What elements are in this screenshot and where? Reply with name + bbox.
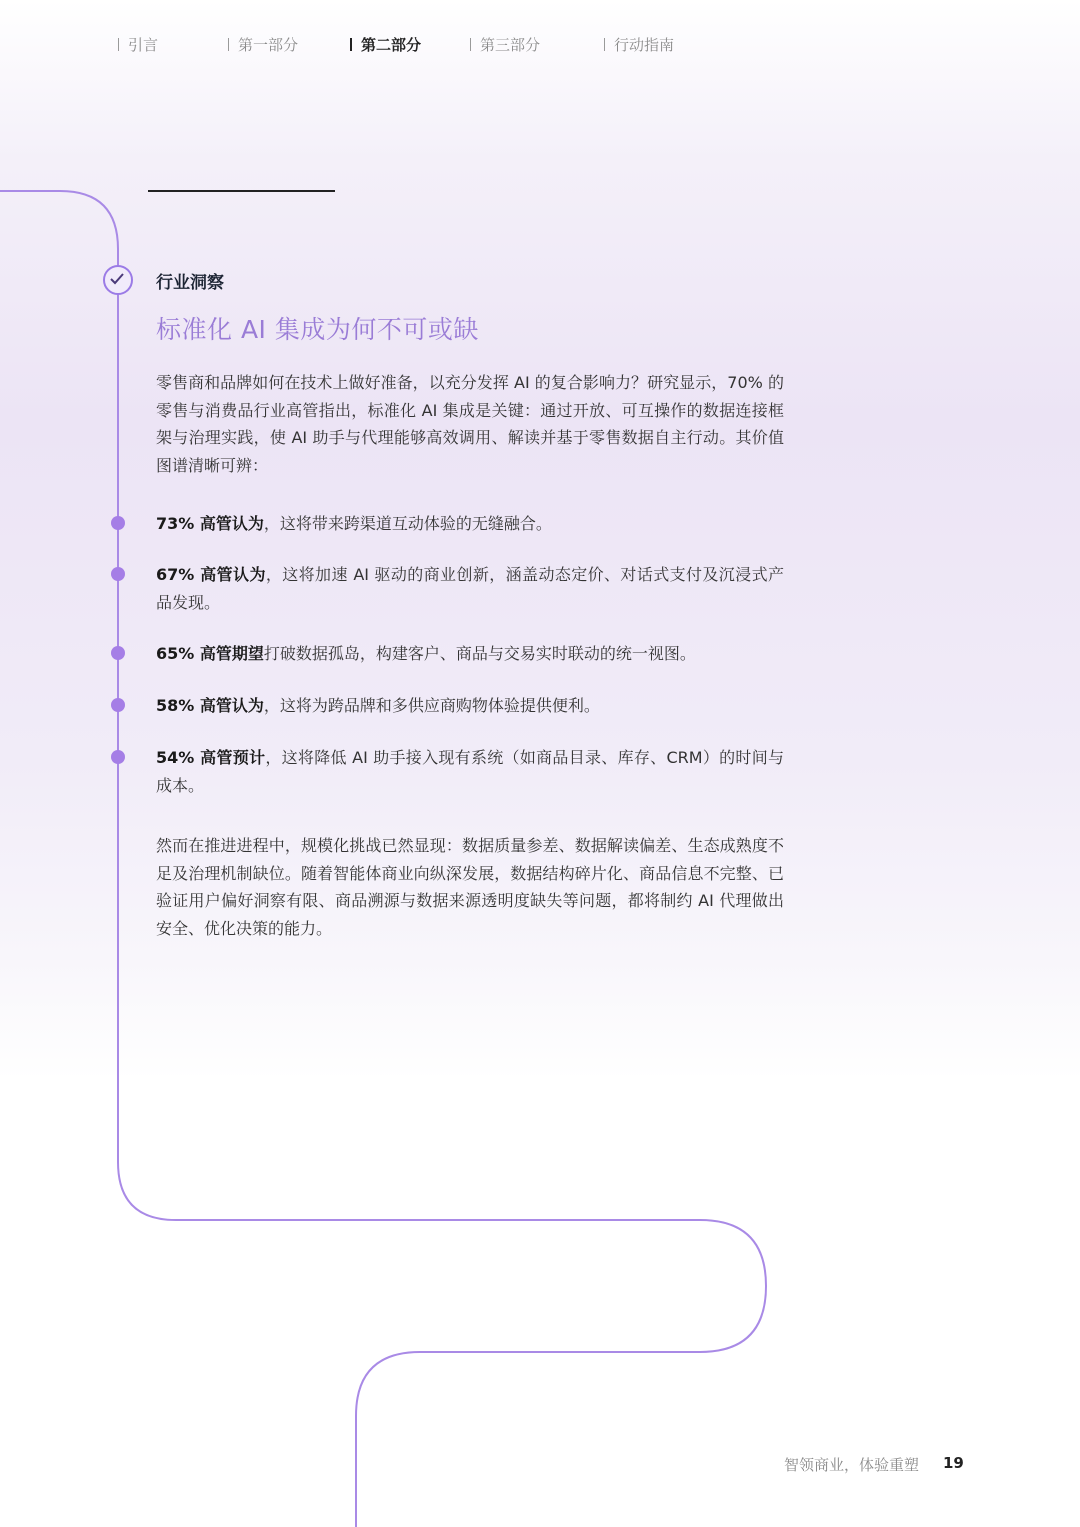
nav-label: 第二部分 xyxy=(361,36,422,54)
nav-label: 第三部分 xyxy=(480,36,541,54)
bullet-dot xyxy=(111,567,125,581)
nav-label: 引言 xyxy=(128,36,159,54)
section-nav xyxy=(0,34,1080,54)
stat-text: ，这将降低 AI 助手接入现有系统（如商品目录、库存、CRM）的时间与成本。 xyxy=(156,748,784,795)
stat-text: ，这将为跨品牌和多供应商购物体验提供便利。 xyxy=(263,696,600,715)
intro-paragraph: 零售商和品牌如何在技术上做好准备，以充分发挥 AI 的复合影响力？研究显示，70% 的零售与消费品行业高管指出，标准化 AI 集成是关键：通过开放、可互操作的数据连接框架与治理实践，使 AI 助手与代理能够高效调用、解读并基于零售数据自主行动。其价值图谱清晰可辨： xyxy=(156,373,784,475)
closing-paragraph: 然而在推进进程中，规模化挑战已然显现：数据质量参差、数据解读偏差、生态成熟度不足及治理机制缺位。随着智能体商业向纵深发展，数据结构碎片化、商品信息不完整、已验证用户偏好洞察有限、商品溯源与数据来源透明度缺失等问题，都将制约 AI 代理做出安全、优化决策的能力。 xyxy=(156,836,784,938)
footer-title: 智领商业，体验重塑 xyxy=(784,1456,920,1474)
bullet-dot xyxy=(111,516,125,530)
stat-text: ，这将加速 AI 驱动的商业创新，涵盖动态定价、对话式支付及沉浸式产品发现。 xyxy=(156,565,784,612)
stat-item xyxy=(156,640,784,668)
check-icon xyxy=(103,265,133,295)
page-headline: 标准化 AI 集成为何不可或缺 xyxy=(156,315,479,344)
section-label: 行业洞察 xyxy=(156,273,224,293)
stat-lead: 54% 高管预计 xyxy=(156,748,266,767)
nav-item-part-three[interactable] xyxy=(470,34,540,55)
stat-item xyxy=(156,692,784,720)
stat-text: 打破数据孤岛，构建客户、商品与交易实时联动的统一视图。 xyxy=(263,644,696,663)
stat-lead: 67% 高管认为 xyxy=(156,565,266,584)
stat-item xyxy=(156,561,784,616)
bullet-dot xyxy=(111,750,125,764)
nav-item-part-two[interactable] xyxy=(350,34,421,55)
nav-item-part-one[interactable] xyxy=(228,34,298,55)
stat-lead: 58% 高管认为 xyxy=(156,696,264,715)
stat-lead: 73% 高管认为 xyxy=(156,514,264,533)
stat-item xyxy=(156,744,784,799)
title-rule xyxy=(148,190,335,192)
bullet-dot xyxy=(111,698,125,712)
stat-text: ，这将带来跨渠道互动体验的无缝融合。 xyxy=(263,514,552,533)
nav-item-action-guide[interactable] xyxy=(604,34,674,55)
stat-lead: 65% 高管期望 xyxy=(156,644,264,663)
page-number: 19 xyxy=(943,1454,964,1472)
nav-item-intro[interactable] xyxy=(118,34,158,55)
bullet-dot xyxy=(111,646,125,660)
nav-label: 第一部分 xyxy=(238,36,299,54)
stat-item xyxy=(156,510,784,538)
nav-label: 行动指南 xyxy=(614,36,675,54)
